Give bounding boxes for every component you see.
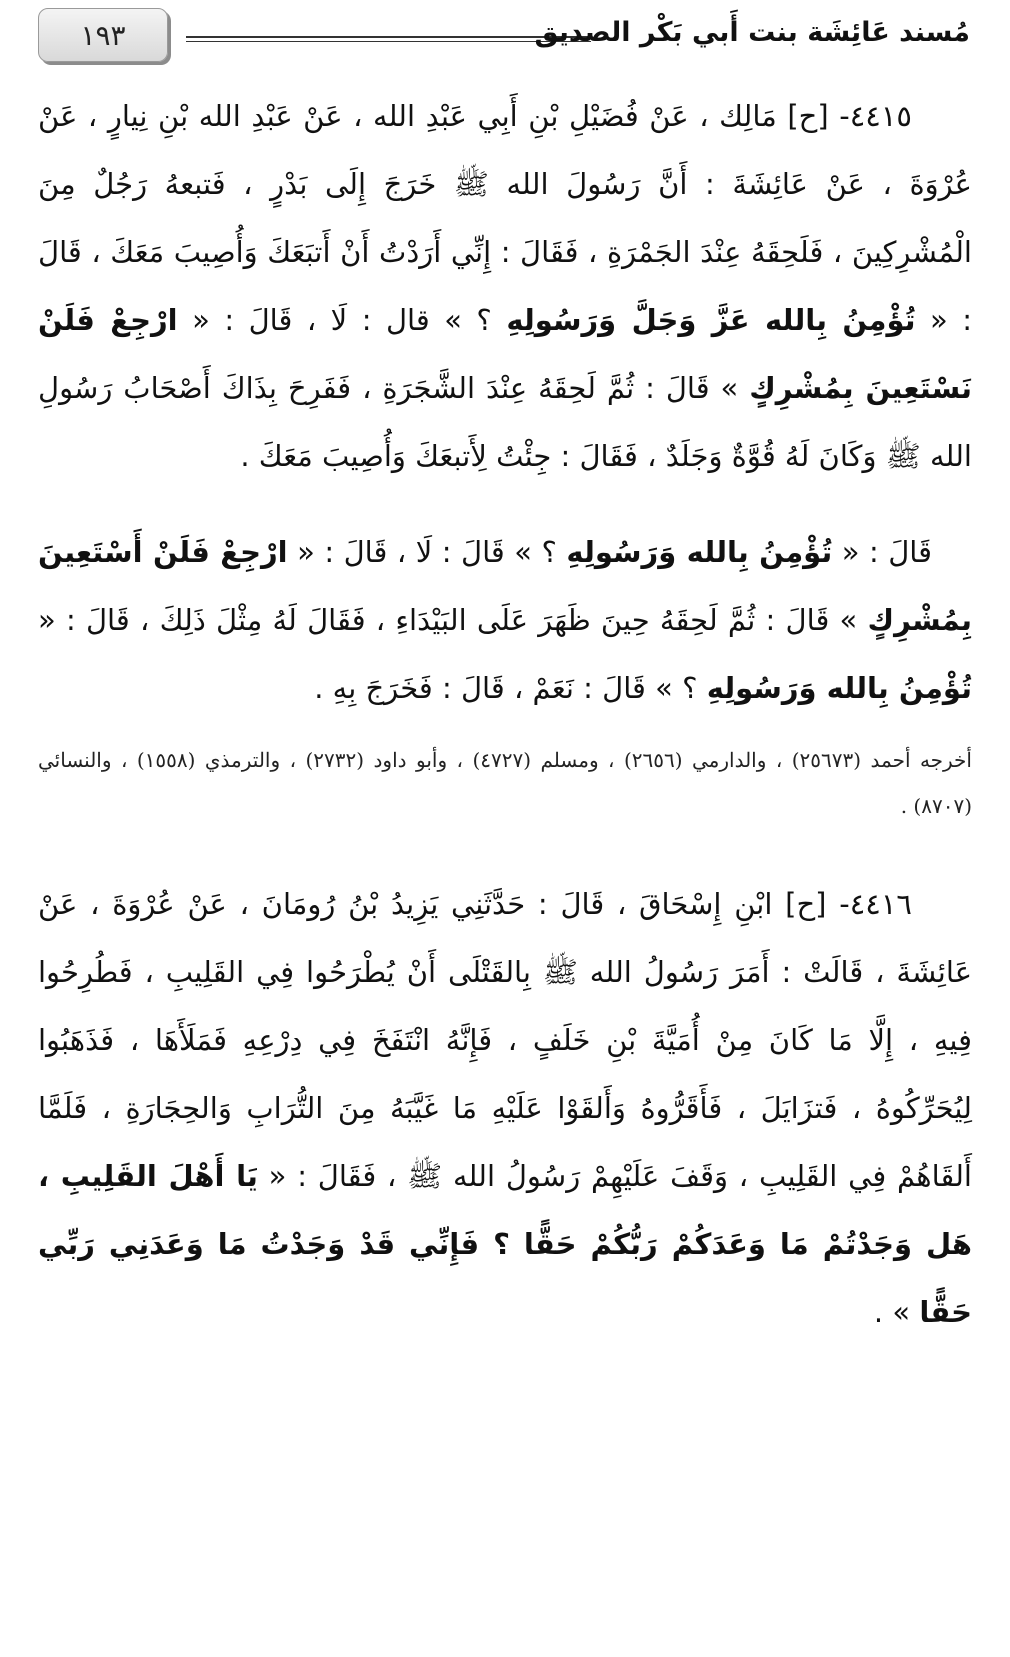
hadith-text: » قَالَ : ثُمَّ لَحِقَهُ حِينَ ظَهَرَ عَلَى البَيْدَاءِ ، فَقَالَ لَهُ مِثْلَ ذَلِكَ ، قَالَ : «: [38, 603, 868, 637]
prophetic-saying: ارْجِعْ فَلَنْ أَسْتَعِينَ بِمُشْرِكٍ: [38, 535, 972, 637]
hadith-text: » قَالَ : ثُمَّ لَحِقَهُ عِنْدَ الشَّجَرَةِ ، فَفَرِحَ بِذَاكَ أَصْحَابُ رَسُولِ الله ﷺ وَكَانَ لَهُ قُوَّةٌ وَجَلَدٌ ، فَقَالَ : جِئْتُ لِأَتبعَكَ وَأُصِيبَ مَعَكَ .: [38, 371, 972, 473]
hadith-4415: [38, 82, 972, 502]
page-number-badge: ١٩٣: [38, 8, 168, 62]
prophetic-saying: يَا أَهْلَ القَلِيبِ ، هَل وَجَدْتُمْ مَا وَعَدَكُمْ رَبُّكُمْ حَقًّا ؟ فَإِنِّي قَدْ وَجَدْتُ مَا وَعَدَنِي رَبِّي حَقًّا: [38, 1159, 972, 1329]
hadith-text: ؟ » قَالَ : نَعَمْ ، قَالَ : فَخَرَجَ بِهِ .: [314, 671, 707, 705]
prophetic-saying: تُؤْمِنُ بِالله وَرَسُولِهِ: [706, 671, 972, 705]
running-title: مُسند عَائِشَة بنت أَبي بَكْر الصديق: [534, 17, 970, 48]
prophetic-saying: تُؤْمِنُ بِالله وَرَسُولِهِ: [566, 535, 833, 569]
hadith-text: مَالِك ، عَنْ فُضَيْلِ بْنِ أَبِي عَبْدِ الله ، عَنْ عَبْدِ الله بْنِ نِيارٍ ، عَنْ عُرْوَةَ ، عَنْ عَائِشَةَ : أَنَّ رَسُولَ الله ﷺ خَرَجَ إِلَى بَدْرٍ ، فَتبعهُ رَجُلٌ مِنَ الْمُشْرِكِينَ ، فَلَحِقَهُ عِنْدَ الجَمْرَةِ ، فَقَالَ : إِنِّي أَرَدْتُ أَنْ أَتبَعَكَ وَأُصِيبَ مَعَكَ ، قَالَ : «: [38, 99, 973, 337]
hadith-4416: [38, 870, 972, 1370]
hadith-text: ابْنِ إِسْحَاقَ ، قَالَ : حَدَّثَنِي يَزِيدُ بْنُ رُومَانَ ، عَنْ عُرْوَةَ ، عَنْ عَائِشَةَ ، قَالَتْ : أَمَرَ رَسُولُ الله ﷺ بِالقَتْلَى أَنْ يُطْرَحُوا فِي القَلِيبِ ، فَطُرِحُوا فِيهِ ، إِلَّا مَا كَانَ مِنْ أُمَيَّةَ بْنِ خَلَفٍ ، فَإِنَّهُ انْتَفَخَ فِي دِرْعِهِ فَمَلَأَهَا ، فَذَهَبُوا لِيُحَرِّكُوهُ ، فَتزَايَلَ ، فَأَقَرُّوهُ وَأَلقَوْا عَلَيْهِ مَا غَيَّبَهُ مِنَ التُّرَابِ وَالحِجَارَةِ ، فَلَمَّا أَلقَاهُمْ فِي القَلِيبِ ، وَقَفَ عَلَيْهِمْ رَسُولُ الله ﷺ ، فَقَالَ : «: [38, 887, 972, 1193]
hadith-4415-continuation: [38, 518, 972, 733]
takhrij-footnote: أخرجه أحمد (٢٥٦٧٣) ، والدارمي (٢٦٥٦) ، ومسلم (٤٧٢٧) ، وأبو داود (٢٧٣٢) ، والترمذي (١٥٥٨) ، والنسائي (٨٧٠٧) .: [38, 748, 972, 818]
prophetic-saying: ارْجِعْ فَلَنْ نَسْتَعِينَ بِمُشْرِكٍ: [38, 303, 972, 405]
hadith-number: ٤٤١٥- [ح]: [776, 99, 912, 133]
hadith-text: » .: [873, 1295, 920, 1329]
hadith-text: ؟ » قَالَ : لَا ، قَالَ : «: [287, 535, 567, 569]
hadith-text: قَالَ : «: [832, 535, 932, 569]
header-rule: [186, 36, 591, 38]
header-rule-thin: [186, 41, 591, 42]
prophetic-saying: تُؤْمِنُ بِالله عَزَّ وَجَلَّ وَرَسُولِهِ: [506, 303, 916, 337]
hadith-number: ٤٤١٦- [ح]: [772, 887, 913, 921]
hadith-text: ؟ » قال : لَا ، قَالَ : «: [177, 303, 507, 337]
